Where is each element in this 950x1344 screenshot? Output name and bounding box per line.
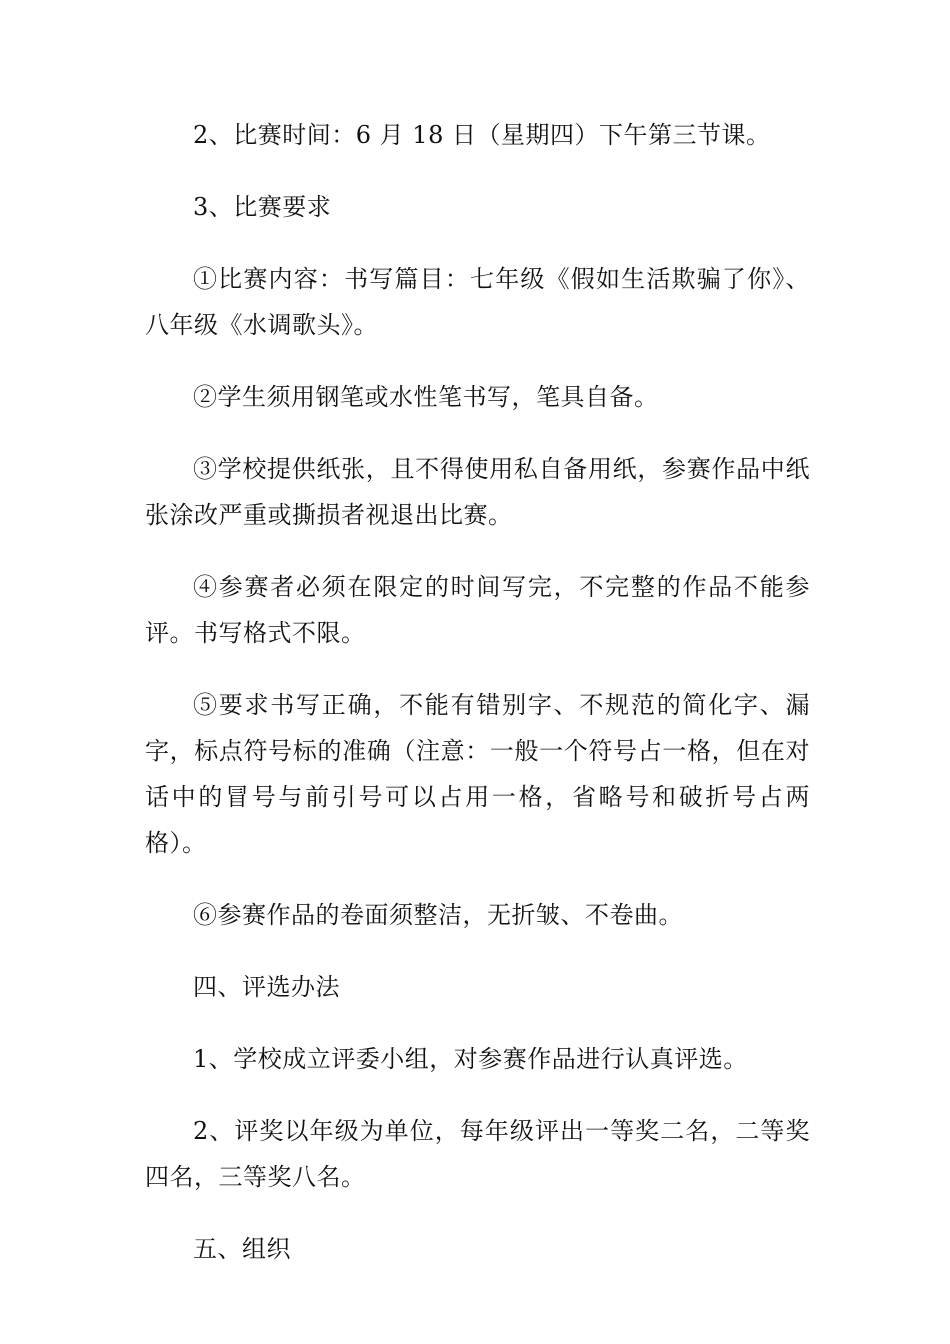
paragraph-evaluation-2: 2、评奖以年级为单位，每年级评出一等奖二名，二等奖四名，三等奖八名。 <box>145 1117 810 1191</box>
paragraph-evaluation-1: 1、学校成立评委小组，对参赛作品进行认真评选。 <box>193 1045 748 1073</box>
paragraph-requirement-2: ②学生须用钢笔或水性笔书写，笔具自备。 <box>193 383 659 411</box>
paragraph-requirement-5: ⑤要求书写正确，不能有错别字、不规范的简化字、漏字，标点符号标的准确（注意：一般一个符号占一格，但在对话中的冒号与前引号可以占用一格，省略号和破折号占两格）。 <box>145 691 810 857</box>
section-heading-organization: 五、组织 <box>193 1235 291 1263</box>
paragraph-requirement-4: ④参赛者必须在限定的时间写完，不完整的作品不能参评。书写格式不限。 <box>145 573 810 647</box>
document-body <box>145 112 810 1298</box>
paragraph-competition-time: 2、比赛时间：6 月 18 日（星期四）下午第三节课。 <box>193 121 771 149</box>
paragraph-requirement-6: ⑥参赛作品的卷面须整洁，无折皱、不卷曲。 <box>193 901 683 929</box>
paragraph-requirements-heading: 3、比赛要求 <box>193 193 332 221</box>
section-heading-evaluation: 四、评选办法 <box>193 973 340 1001</box>
paragraph-requirement-1: ①比赛内容：书写篇目：七年级《假如生活欺骗了你》、八年级《水调歌头》。 <box>145 265 810 339</box>
paragraph-requirement-3: ③学校提供纸张，且不得使用私自备用纸，参赛作品中纸张涂改严重或撕损者视退出比赛。 <box>145 455 810 529</box>
